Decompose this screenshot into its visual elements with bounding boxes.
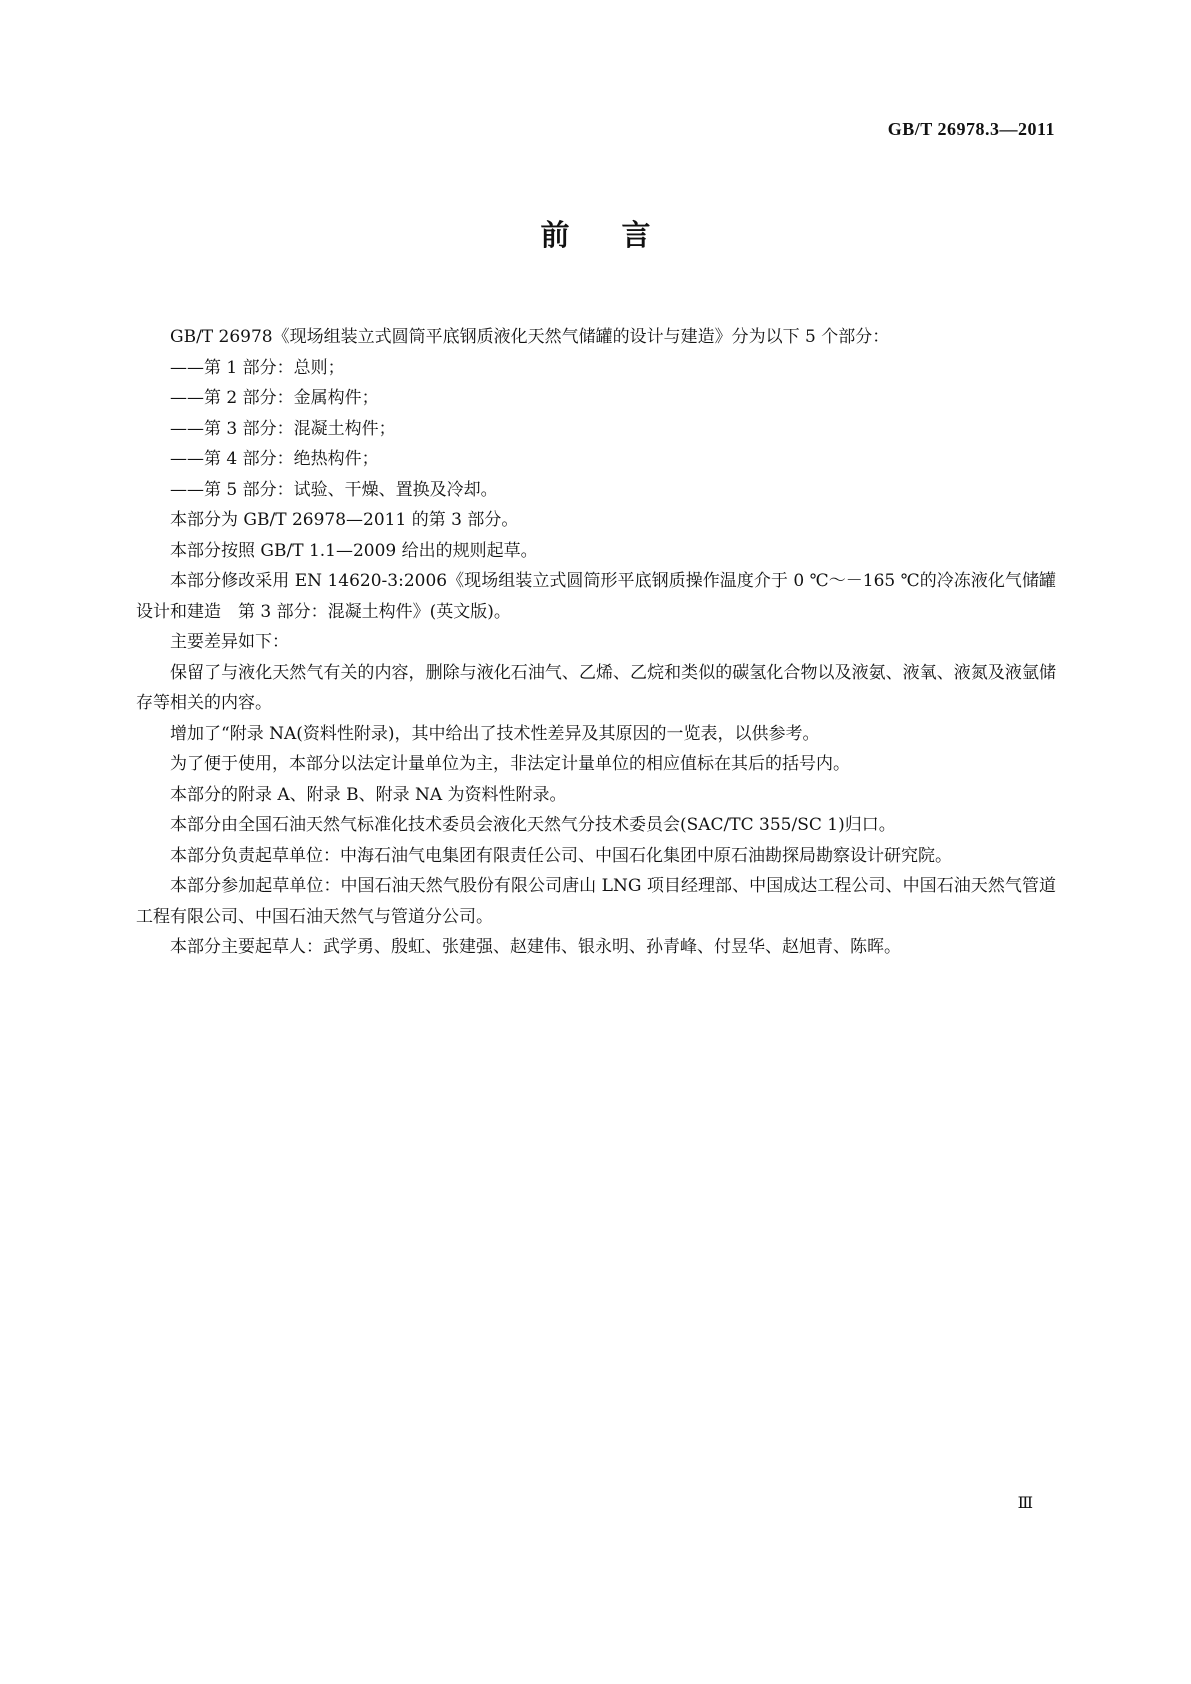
paragraph-modified-adoption: 本部分修改采用 EN 14620-3:2006《现场组装立式圆筒形平底钢质操作温度介于 0 ℃～－165 ℃的冷冻液化气储罐设计和建造 第 3 部分：混凝土构件》(英文版)。: [136, 571, 1056, 622]
paragraph-part-statement: 本部分为 GB/T 26978—2011 的第 3 部分。: [170, 510, 519, 530]
intro-paragraph: GB/T 26978《现场组装立式圆筒平底钢质液化天然气储罐的设计与建造》分为以下 5 个部分：: [170, 327, 890, 347]
paragraph-units: 为了便于使用，本部分以法定计量单位为主，非法定计量单位的相应值标在其后的括号内。: [170, 754, 850, 774]
part-list-item-1: ——第 1 部分：总则；: [170, 357, 345, 378]
part-list-item-4: ——第 4 部分：绝热构件；: [170, 449, 379, 469]
part-list-item-5: ——第 5 部分：试验、干燥、置换及冷却。: [170, 479, 498, 500]
page-title: 前言: [540, 218, 703, 252]
paragraph-main-drafters: 本部分主要起草人：武学勇、殷虹、张建强、赵建伟、银永明、孙青峰、付昱华、赵旭青、陈晖。: [170, 937, 901, 957]
paragraph-drafting-rules: 本部分按照 GB/T 1.1—2009 给出的规则起草。: [170, 540, 538, 561]
paragraph-proposer: 本部分由全国石油天然气标准化技术委员会液化天然气分技术委员会(SAC/TC 355/SC 1)归口。: [170, 815, 896, 835]
document-body: [136, 322, 1056, 963]
page-number: Ⅲ: [1017, 1495, 1033, 1512]
standard-code: GB/T 26978.3—2011: [887, 119, 1055, 139]
paragraph-difference-1: 保留了与液化天然气有关的内容，删除与液化石油气、乙烯、乙烷和类似的碳氢化合物以及液氨、液氧、液氮及液氩储存等相关的内容。: [136, 662, 1056, 713]
paragraph-participating-drafters: 本部分参加起草单位：中国石油天然气股份有限公司唐山 LNG 项目经理部、中国成达工程公司、中国石油天然气管道工程有限公司、中国石油天然气与管道分公司。: [136, 876, 1056, 927]
paragraph-differences-heading: 主要差异如下：: [170, 632, 289, 652]
paragraph-responsible-drafters: 本部分负责起草单位：中海石油气电集团有限责任公司、中国石化集团中原石油勘探局勘察设计研究院。: [170, 845, 952, 866]
part-list-item-2: ——第 2 部分：金属构件；: [170, 388, 379, 408]
paragraph-difference-2: 增加了“附录 NA(资料性附录)，其中给出了技术性差异及其原因的一览表，以供参考。: [170, 723, 820, 744]
part-list-item-3: ——第 3 部分：混凝土构件；: [170, 418, 396, 439]
paragraph-annexes: 本部分的附录 A、附录 B、附录 NA 为资料性附录。: [170, 784, 567, 805]
